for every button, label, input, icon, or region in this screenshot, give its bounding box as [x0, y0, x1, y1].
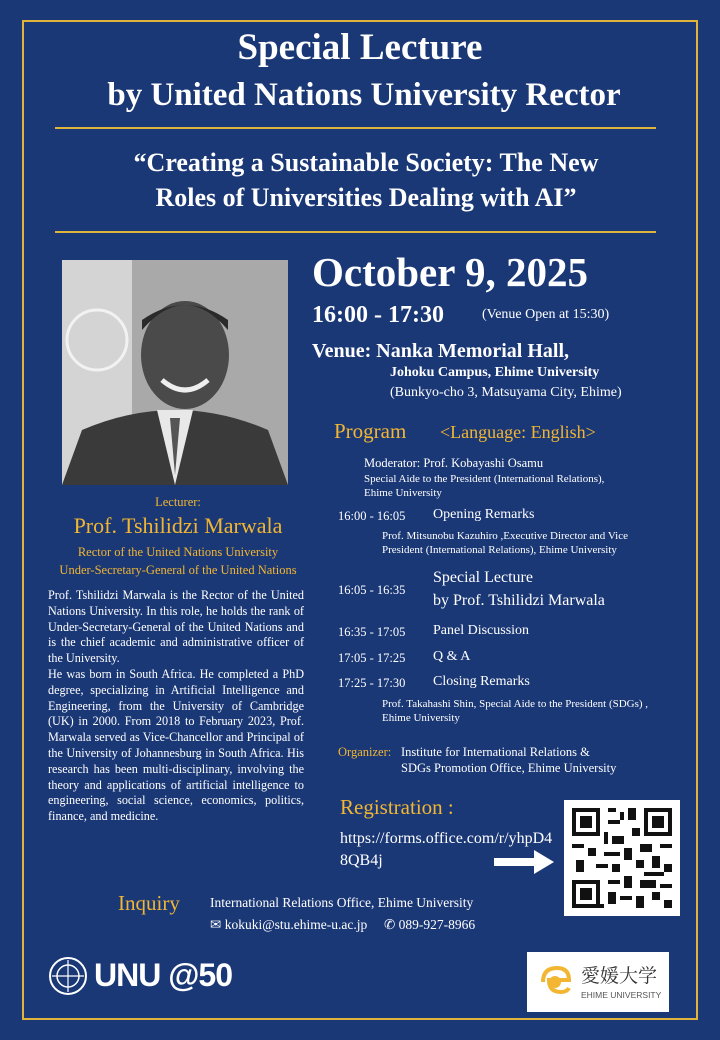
divider-bottom: [55, 231, 656, 233]
arrow-right-icon: [494, 850, 554, 874]
ehime-logo: [527, 952, 669, 1012]
program-title-5: Closing Remarks: [433, 674, 530, 689]
subtitle-line2: Roles of Universities Dealing with AI”: [155, 183, 577, 212]
mail-icon: ✉: [210, 917, 222, 932]
program-time-2: 16:05 - 16:35: [338, 583, 406, 597]
program-title-1: Opening Remarks: [433, 507, 535, 522]
program-title-2a: Special Lecture: [433, 569, 533, 586]
event-venue: Venue: Nanka Memorial Hall,: [312, 340, 570, 362]
program-time-3: 16:35 - 17:05: [338, 625, 406, 639]
organizer-line2: SDGs Promotion Office, Ehime University: [401, 761, 617, 775]
event-time: 16:00 - 17:30: [312, 302, 444, 328]
event-venue-address: (Bunkyo-cho 3, Matsuyama City, Ehime): [390, 385, 622, 400]
moderator-role-1: Special Aide to the President (International Relations),: [364, 473, 605, 485]
organizer-label: Organizer:: [338, 745, 392, 759]
inquiry-phone: 089-927-8966: [398, 917, 476, 932]
portrait-illustration: [62, 260, 288, 485]
qr-code[interactable]: [564, 800, 680, 916]
moderator: Moderator: Prof. Kobayashi Osamu: [364, 456, 544, 470]
ehime-logo-en: EHIME UNIVERSITY: [581, 990, 662, 1000]
event-time-note: (Venue Open at 15:30): [482, 307, 610, 322]
subtitle-line1: “Creating a Sustainable Society: The New: [133, 148, 599, 177]
inquiry-office: International Relations Office, Ehime University: [210, 895, 474, 910]
program-title-2b: by Prof. Tshilidzi Marwala: [433, 592, 605, 609]
divider-top: [55, 127, 656, 129]
program-detail-5b: Ehime University: [382, 712, 460, 724]
qr-code-icon: [564, 800, 680, 916]
inquiry-heading: Inquiry: [118, 891, 180, 915]
program-heading: Program: [334, 419, 407, 443]
program-time-1: 16:00 - 16:05: [338, 509, 406, 523]
program-detail-1a: Prof. Mitsunobu Kazuhiro ,Executive Director and Vice: [382, 530, 628, 542]
lecturer-photo: [62, 260, 288, 485]
program-time-5: 17:25 - 17:30: [338, 676, 406, 690]
ehime-logo-jp: 愛媛大学: [581, 965, 658, 987]
lecturer-name: Prof. Tshilidzi Marwala: [73, 513, 283, 538]
event-venue-campus: Johoku Campus, Ehime University: [390, 365, 600, 380]
inquiry-email[interactable]: kokuki@stu.ehime-u.ac.jp: [224, 917, 368, 932]
program-title-3: Panel Discussion: [433, 623, 530, 638]
bio-paragraph-1: Prof. Tshilidzi Marwala is the Rector of the United Nations University. In this role, he holds the rank of Under-Secretary-General of the United Nations and is the chief academic and administrative officer of the University.: [48, 588, 304, 666]
lecturer-bio: [48, 588, 304, 825]
phone-icon: ✆: [383, 917, 396, 932]
organizer-line1: Institute for International Relations &: [401, 745, 590, 759]
inquiry-contact: [210, 916, 475, 934]
registration-url[interactable]: https://forms.office.com/r/yhpD48QB4j: [340, 830, 553, 869]
registration-heading: Registration :: [340, 795, 454, 819]
un-emblem-icon: [48, 956, 88, 996]
unu-logo: [48, 952, 248, 998]
title-line1: Special Lecture: [237, 27, 483, 68]
lecturer-label: Lecturer:: [155, 495, 201, 509]
unu-logo-text: UNU @50: [94, 957, 233, 993]
program-detail-1b: President (International Relations), Ehime University: [382, 544, 617, 556]
title-line2: by United Nations University Rector: [107, 77, 621, 113]
lecturer-role-1: Rector of the United Nations University: [77, 545, 279, 559]
event-date: October 9, 2025: [312, 249, 588, 295]
lecturer-role-2: Under-Secretary-General of the United Nations: [59, 563, 297, 577]
ehime-emblem-icon: [535, 962, 575, 1002]
moderator-role-2: Ehime University: [364, 487, 442, 499]
bio-paragraph-2: He was born in South Africa. He completed a PhD degree, specializing in Artificial Intelligence and Engineering, from the University of Cambridge (UK) in 2000. From 2018 to February 2023, Prof. Marwala served as Vice-Chancellor and Principal of the University of Johannesburg in South Africa. His research has been multi-disciplinary, involving the theory and applications of artificial intelligence to engineering, social science, economics, politics, finance, and medicine.: [48, 666, 304, 824]
program-detail-5a: Prof. Takahashi Shin, Special Aide to the President (SDGs) ,: [382, 698, 649, 710]
program-time-4: 17:05 - 17:25: [338, 651, 406, 665]
program-title-4: Q & A: [433, 649, 471, 664]
program-language: <Language: English>: [440, 422, 596, 442]
